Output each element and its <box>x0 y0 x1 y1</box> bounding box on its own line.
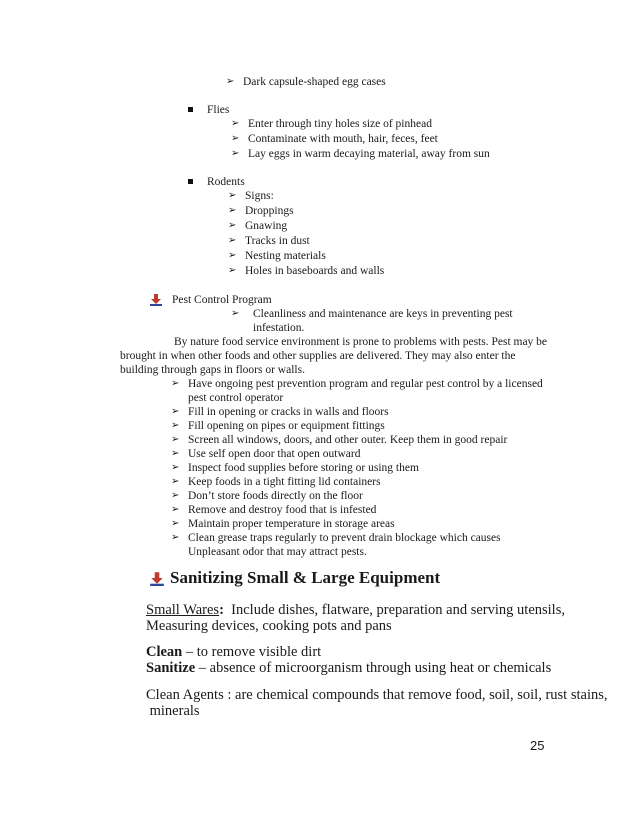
page-number: 25 <box>530 738 545 753</box>
arrow-bullet-icon: ➢ <box>171 434 180 445</box>
rodents-label: Rodents <box>207 176 245 188</box>
arrow-bullet-icon: ➢ <box>171 462 180 473</box>
paragraph-line: brought in when other foods and other supplies are delivered. They may also enter the <box>120 350 516 362</box>
sanitize-text: – absence of microorganism through using heat or chemicals <box>195 660 552 676</box>
measure-item: Keep foods in a tight fitting lid containers <box>188 476 381 488</box>
measure-item: Use self open door that open outward <box>188 448 361 460</box>
small-wares-colon: : <box>219 602 224 618</box>
arrow-bullet-icon: ➢ <box>171 532 180 543</box>
pin-base-shape <box>150 584 164 586</box>
clean-term: Clean <box>146 644 183 660</box>
arrow-bullet-icon: ➢ <box>226 76 235 87</box>
egg-cases-text: Dark capsule-shaped egg cases <box>243 76 386 88</box>
arrow-bullet-icon: ➢ <box>171 420 180 431</box>
arrow-bullet-icon: ➢ <box>228 190 237 201</box>
measure-item: Inspect food supplies before storing or using them <box>188 462 419 474</box>
measure-item: Fill opening on pipes or equipment fittings <box>188 420 385 432</box>
section-heading: Sanitizing Small & Large Equipment <box>170 568 441 587</box>
rodents-item: Holes in baseboards and walls <box>245 265 385 277</box>
arrow-bullet-icon: ➢ <box>228 250 237 261</box>
pin-arrow-shape <box>151 294 161 304</box>
sanitize-term: Sanitize <box>146 660 196 676</box>
sanitize-definition <box>146 659 551 677</box>
rodents-item: Gnawing <box>245 220 288 232</box>
pushpin-arrow-icon <box>149 292 163 306</box>
measure-item: Don’t store foods directly on the floor <box>188 490 363 502</box>
small-wares-term: Small Wares <box>146 602 220 618</box>
clean-text: – to remove visible dirt <box>182 644 322 660</box>
cleanliness-line: Cleanliness and maintenance are keys in preventing pest <box>253 308 513 320</box>
arrow-bullet-icon: ➢ <box>231 308 240 319</box>
arrow-bullet-icon: ➢ <box>231 133 240 144</box>
arrow-bullet-icon: ➢ <box>171 490 180 501</box>
paragraph-line: building through gaps in floors or walls. <box>120 364 305 376</box>
clean-agents-line: minerals <box>146 703 200 719</box>
pin-arrow-shape <box>151 572 162 583</box>
rodents-item: Signs: <box>245 190 274 202</box>
flies-item: Lay eggs in warm decaying material, away from sun <box>248 148 490 160</box>
measure-item: Remove and destroy food that is infested <box>188 504 377 516</box>
cleanliness-line: infestation. <box>253 322 305 334</box>
arrow-bullet-icon: ➢ <box>171 448 180 459</box>
small-wares-definition: Include dishes, flatware, preparation and serving utensils, <box>223 602 565 618</box>
arrow-bullet-icon: ➢ <box>228 235 237 246</box>
arrow-bullet-icon: ➢ <box>171 406 180 417</box>
arrow-bullet-icon: ➢ <box>231 148 240 159</box>
arrow-bullet-icon: ➢ <box>231 118 240 129</box>
arrow-bullet-icon: ➢ <box>171 378 180 389</box>
square-bullet-icon <box>188 107 193 112</box>
pushpin-arrow-icon <box>149 570 165 586</box>
rodents-item: Droppings <box>245 205 294 217</box>
flies-label: Flies <box>207 104 230 116</box>
measure-item: Fill in opening or cracks in walls and floors <box>188 406 389 418</box>
arrow-bullet-icon: ➢ <box>171 504 180 515</box>
measure-item: Unpleasant odor that may attract pests. <box>188 546 367 558</box>
measure-item: Maintain proper temperature in storage areas <box>188 518 395 530</box>
arrow-bullet-icon: ➢ <box>228 265 237 276</box>
measure-item: Screen all windows, doors, and other outer. Keep them in good repair <box>188 434 508 446</box>
pin-base-shape <box>150 304 162 306</box>
measure-item: Have ongoing pest prevention program and regular pest control by a licensed <box>188 378 543 390</box>
rodents-item: Nesting materials <box>245 250 326 262</box>
flies-item: Enter through tiny holes size of pinhead <box>248 118 432 130</box>
arrow-bullet-icon: ➢ <box>171 518 180 529</box>
arrow-bullet-icon: ➢ <box>228 205 237 216</box>
paragraph-line: By nature food service environment is prone to problems with pests. Pest may be <box>174 336 548 348</box>
measure-item: Clean grease traps regularly to prevent drain blockage which causes <box>188 532 501 544</box>
arrow-bullet-icon: ➢ <box>171 476 180 487</box>
arrow-bullet-icon: ➢ <box>228 220 237 231</box>
rodents-item: Tracks in dust <box>245 235 310 247</box>
small-wares-line: Measuring devices, cooking pots and pans <box>146 618 392 634</box>
clean-agents-line: Clean Agents : are chemical compounds that remove food, soil, soil, rust stains, <box>146 687 608 703</box>
measure-item: pest control operator <box>188 392 284 404</box>
flies-item: Contaminate with mouth, hair, feces, feet <box>248 133 438 145</box>
square-bullet-icon <box>188 179 193 184</box>
pest-control-label: Pest Control Program <box>172 294 272 306</box>
